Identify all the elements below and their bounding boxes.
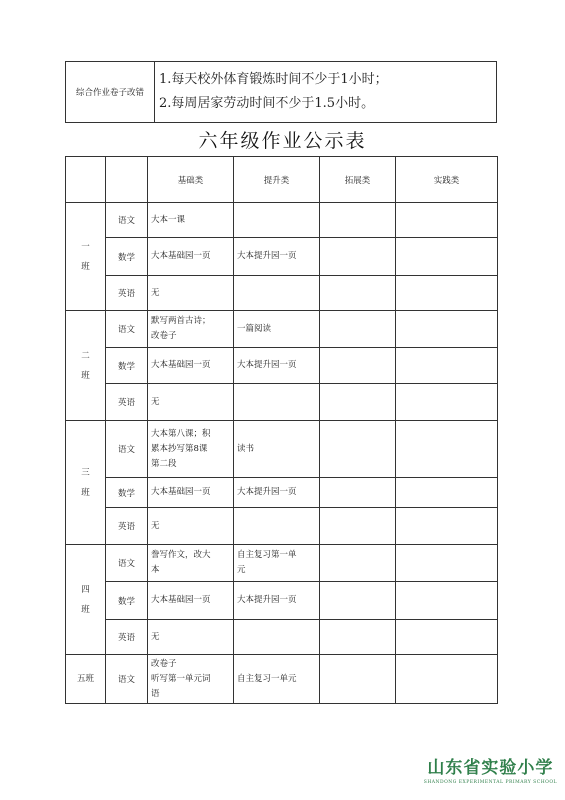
basic-homework-cell: 大本基础园一页 bbox=[148, 348, 234, 384]
table-row bbox=[66, 620, 498, 655]
top-label: 综合作业卷子改错 bbox=[66, 62, 155, 123]
practice-homework-cell bbox=[396, 582, 498, 620]
subject-cell: 英语 bbox=[106, 276, 148, 311]
improve-homework-cell bbox=[234, 620, 320, 655]
subject-cell: 语文 bbox=[106, 655, 148, 704]
basic-homework-cell: 大本基础园一页 bbox=[148, 238, 234, 276]
header-cell bbox=[66, 157, 106, 203]
subject-cell: 数学 bbox=[106, 582, 148, 620]
improve-homework-cell bbox=[234, 203, 320, 238]
table-row bbox=[66, 203, 498, 238]
table-row bbox=[66, 311, 498, 348]
practice-homework-cell bbox=[396, 311, 498, 348]
class-name-cell: 二 班 bbox=[66, 311, 106, 421]
basic-homework-cell: 改卷子 听写第一单元词 语 bbox=[148, 655, 234, 704]
header-cell: 基础类 bbox=[148, 157, 234, 203]
subject-cell: 语文 bbox=[106, 545, 148, 582]
school-logo bbox=[424, 753, 557, 785]
improve-homework-cell: 大本提升园一页 bbox=[234, 238, 320, 276]
rule-2: 2.每周居家劳动时间不少于1.5小时。 bbox=[159, 96, 375, 111]
improve-homework-cell: 大本提升园一页 bbox=[234, 582, 320, 620]
basic-homework-cell: 无 bbox=[148, 384, 234, 421]
class-name-cell: 五班 bbox=[66, 655, 106, 704]
basic-homework-cell: 大本基础园一页 bbox=[148, 478, 234, 508]
improve-homework-cell bbox=[234, 276, 320, 311]
basic-homework-cell: 大本基础园一页 bbox=[148, 582, 234, 620]
table-row bbox=[66, 276, 498, 311]
subject-cell: 语文 bbox=[106, 311, 148, 348]
extend-homework-cell bbox=[320, 655, 396, 704]
improve-homework-cell bbox=[234, 508, 320, 545]
extend-homework-cell bbox=[320, 384, 396, 421]
extend-homework-cell bbox=[320, 311, 396, 348]
extend-homework-cell bbox=[320, 545, 396, 582]
header-row bbox=[66, 157, 498, 203]
extend-homework-cell bbox=[320, 620, 396, 655]
header-cell: 提升类 bbox=[234, 157, 320, 203]
table-row bbox=[66, 348, 498, 384]
practice-homework-cell bbox=[396, 620, 498, 655]
practice-homework-cell bbox=[396, 238, 498, 276]
basic-homework-cell: 无 bbox=[148, 620, 234, 655]
extend-homework-cell bbox=[320, 238, 396, 276]
improve-homework-cell: 大本提升园一页 bbox=[234, 348, 320, 384]
logo-english-name: SHANDONG EXPERIMENTAL PRIMARY SCHOOL bbox=[423, 780, 557, 785]
improve-homework-cell: 自主复习第一单 元 bbox=[234, 545, 320, 582]
practice-homework-cell bbox=[396, 508, 498, 545]
improve-homework-cell: 一篇阅读 bbox=[234, 311, 320, 348]
improve-homework-cell bbox=[234, 384, 320, 421]
extend-homework-cell bbox=[320, 421, 396, 478]
practice-homework-cell bbox=[396, 545, 498, 582]
extend-homework-cell bbox=[320, 348, 396, 384]
practice-homework-cell bbox=[396, 384, 498, 421]
class-name-cell: 四 班 bbox=[66, 545, 106, 655]
logo-chinese-name: 山东省实验小学 bbox=[427, 758, 554, 778]
practice-homework-cell bbox=[396, 421, 498, 478]
table-row bbox=[66, 655, 498, 704]
basic-homework-cell: 默写两首古诗； 改卷子 bbox=[148, 311, 234, 348]
practice-homework-cell bbox=[396, 478, 498, 508]
class-name-cell: 一 班 bbox=[66, 203, 106, 311]
basic-homework-cell: 无 bbox=[148, 508, 234, 545]
rules-cell bbox=[155, 62, 497, 123]
extend-homework-cell bbox=[320, 508, 396, 545]
header-cell: 实践类 bbox=[396, 157, 498, 203]
header-cell bbox=[106, 157, 148, 203]
basic-homework-cell: 大本第八课；积 累本抄写第8课 第二段 bbox=[148, 421, 234, 478]
basic-homework-cell: 大本一课 bbox=[148, 203, 234, 238]
extend-homework-cell bbox=[320, 203, 396, 238]
table-row bbox=[66, 238, 498, 276]
subject-cell: 英语 bbox=[106, 384, 148, 421]
extend-homework-cell bbox=[320, 582, 396, 620]
rule-1: 1.每天校外体育锻炼时间不少于1小时； bbox=[159, 72, 388, 87]
basic-homework-cell: 无 bbox=[148, 276, 234, 311]
table-row bbox=[66, 421, 498, 478]
improve-homework-cell: 大本提升园一页 bbox=[234, 478, 320, 508]
subject-cell: 数学 bbox=[106, 238, 148, 276]
table-row bbox=[66, 545, 498, 582]
basic-homework-cell: 誊写作文，改大 本 bbox=[148, 545, 234, 582]
subject-cell: 英语 bbox=[106, 508, 148, 545]
improve-homework-cell: 读书 bbox=[234, 421, 320, 478]
homework-table bbox=[65, 156, 498, 704]
table-row bbox=[66, 582, 498, 620]
subject-cell: 数学 bbox=[106, 478, 148, 508]
table-row bbox=[66, 508, 498, 545]
subject-cell: 数学 bbox=[106, 348, 148, 384]
subject-cell: 语文 bbox=[106, 421, 148, 478]
subject-cell: 语文 bbox=[106, 203, 148, 238]
subject-cell: 英语 bbox=[106, 620, 148, 655]
practice-homework-cell bbox=[396, 348, 498, 384]
table-row bbox=[66, 478, 498, 508]
header-cell: 拓展类 bbox=[320, 157, 396, 203]
practice-homework-cell bbox=[396, 203, 498, 238]
improve-homework-cell: 自主复习一单元 bbox=[234, 655, 320, 704]
page-title: 六年级作业公示表 bbox=[198, 130, 367, 152]
practice-homework-cell bbox=[396, 276, 498, 311]
extend-homework-cell bbox=[320, 478, 396, 508]
practice-homework-cell bbox=[396, 655, 498, 704]
extend-homework-cell bbox=[320, 276, 396, 311]
top-rules-table bbox=[65, 61, 497, 123]
class-name-cell: 三 班 bbox=[66, 421, 106, 545]
table-row bbox=[66, 384, 498, 421]
